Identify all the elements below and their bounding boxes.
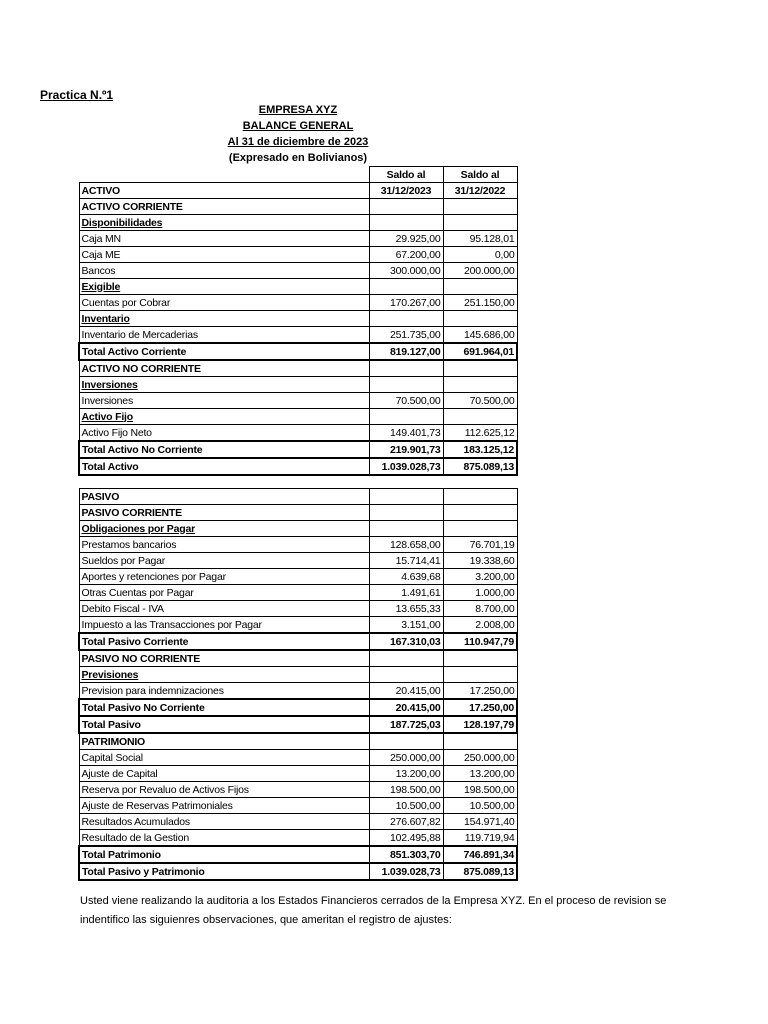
pasivo-row	[79, 633, 517, 650]
amount-2023: 276.607,82	[369, 814, 443, 830]
amount-2023	[369, 311, 443, 327]
amount-2022: 200.000,00	[443, 263, 517, 279]
account-label: Prestamos bancarios	[79, 537, 369, 553]
account-label: Activo Fijo	[79, 409, 369, 425]
pasivo-row	[79, 569, 517, 585]
amount-2022: 746.891,34	[443, 846, 517, 863]
amount-2022: 183.125,12	[443, 441, 517, 458]
amount-2023: 10.500,00	[369, 798, 443, 814]
activo-row	[79, 183, 517, 199]
amount-2023: 300.000,00	[369, 263, 443, 279]
activo-row	[79, 215, 517, 231]
amount-2023	[369, 650, 443, 667]
account-label: Total Patrimonio	[79, 846, 369, 863]
amount-2022: 13.200,00	[443, 766, 517, 782]
amount-2022: 95.128,01	[443, 231, 517, 247]
account-label: PASIVO CORRIENTE	[79, 505, 369, 521]
report-header	[218, 102, 378, 166]
account-label: Disponibilidades	[79, 215, 369, 231]
amount-2022: 1.000,00	[443, 585, 517, 601]
activo-row	[79, 343, 517, 360]
pasivo-row	[79, 846, 517, 863]
amount-2023: 102.495,88	[369, 830, 443, 847]
account-label: Obligaciones por Pagar	[79, 521, 369, 537]
account-label: Total Pasivo No Corriente	[79, 699, 369, 716]
pasivo-row	[79, 585, 517, 601]
account-label: Bancos	[79, 263, 369, 279]
account-label: Inversiones	[79, 393, 369, 409]
amount-2023	[369, 489, 443, 505]
activo-row	[79, 327, 517, 344]
amount-2023: 187.725,03	[369, 716, 443, 733]
pasivo-row	[79, 814, 517, 830]
amount-2022: 198.500,00	[443, 782, 517, 798]
amount-2022: 145.686,00	[443, 327, 517, 344]
activo-row	[79, 311, 517, 327]
pasivo-row	[79, 863, 517, 880]
amount-2023: 29.925,00	[369, 231, 443, 247]
amount-2023: 219.901,73	[369, 441, 443, 458]
report-date: Al 31 de diciembre de 2023	[227, 136, 369, 148]
amount-2023: 1.039.028,73	[369, 863, 443, 880]
account-label: Aportes y retenciones por Pagar	[79, 569, 369, 585]
amount-2022: 2.008,00	[443, 617, 517, 634]
amount-2022	[443, 733, 517, 750]
pasivo-row	[79, 683, 517, 700]
company-name: EMPRESA XYZ	[258, 104, 338, 116]
amount-2023	[369, 215, 443, 231]
amount-2022: 70.500,00	[443, 393, 517, 409]
amount-2022	[443, 311, 517, 327]
account-label: Inventario de Mercaderias	[79, 327, 369, 344]
amount-2023	[369, 667, 443, 683]
amount-2023: 13.200,00	[369, 766, 443, 782]
account-label: Cuentas por Cobrar	[79, 295, 369, 311]
amount-2023: 149.401,73	[369, 425, 443, 442]
pasivo-row	[79, 650, 517, 667]
date-header-2022: 31/12/2022	[443, 183, 517, 199]
activo-row	[79, 279, 517, 295]
amount-2023: 13.655,33	[369, 601, 443, 617]
account-label: Ajuste de Reservas Patrimoniales	[79, 798, 369, 814]
amount-2022: 112.625,12	[443, 425, 517, 442]
activo-row	[79, 231, 517, 247]
amount-2023	[369, 409, 443, 425]
activo-row	[79, 377, 517, 393]
amount-2023: 4.639,68	[369, 569, 443, 585]
account-label: Otras Cuentas por Pagar	[79, 585, 369, 601]
amount-2022	[443, 505, 517, 521]
account-label: Total Activo No Corriente	[79, 441, 369, 458]
amount-2022: 3.200,00	[443, 569, 517, 585]
saldo-header-2023: Saldo al	[369, 167, 443, 183]
pasivo-row	[79, 699, 517, 716]
account-label: Debito Fiscal - IVA	[79, 601, 369, 617]
account-label: Total Pasivo Corriente	[79, 633, 369, 650]
amount-2023: 251.735,00	[369, 327, 443, 344]
amount-2023: 1.491,61	[369, 585, 443, 601]
amount-2022	[443, 377, 517, 393]
amount-2022: 17.250,00	[443, 699, 517, 716]
amount-2022	[443, 667, 517, 683]
account-label: Total Pasivo y Patrimonio	[79, 863, 369, 880]
amount-2022: 251.150,00	[443, 295, 517, 311]
pasivo-row	[79, 537, 517, 553]
activo-row	[79, 393, 517, 409]
amount-2023	[369, 521, 443, 537]
amount-2023	[369, 505, 443, 521]
report-currency: (Expresado en Bolivianos)	[228, 152, 368, 164]
amount-2023: 167.310,03	[369, 633, 443, 650]
amount-2022: 119.719,94	[443, 830, 517, 847]
account-label: PASIVO	[79, 489, 369, 505]
amount-2022: 76.701,19	[443, 537, 517, 553]
pasivo-row	[79, 601, 517, 617]
account-label: Total Pasivo	[79, 716, 369, 733]
amount-2023	[369, 377, 443, 393]
date-header-2023: 31/12/2023	[369, 183, 443, 199]
pasivo-row	[79, 521, 517, 537]
amount-2023: 819.127,00	[369, 343, 443, 360]
amount-2023: 198.500,00	[369, 782, 443, 798]
account-label: Total Activo Corriente	[79, 343, 369, 360]
pasivo-row	[79, 667, 517, 683]
amount-2022	[443, 279, 517, 295]
account-label: Inversiones	[79, 377, 369, 393]
amount-2022: 17.250,00	[443, 683, 517, 700]
amount-2023: 20.415,00	[369, 699, 443, 716]
pasivo-row	[79, 798, 517, 814]
activo-row	[79, 247, 517, 263]
activo-row	[79, 295, 517, 311]
blank-header-cell	[79, 167, 369, 183]
amount-2023: 170.267,00	[369, 295, 443, 311]
pasivo-row	[79, 782, 517, 798]
saldo-header-2022: Saldo al	[443, 167, 517, 183]
account-label: Activo Fijo Neto	[79, 425, 369, 442]
activo-row	[79, 409, 517, 425]
audit-note: Usted viene realizando la auditoria a los Estados Financieros cerrados de la Empresa XYZ. En el proceso de revision se indentifico las siguienres observaciones, que ameritan el registro de ajustes:	[80, 895, 667, 926]
pasivo-row	[79, 766, 517, 782]
account-label: PASIVO NO CORRIENTE	[79, 650, 369, 667]
amount-2023: 70.500,00	[369, 393, 443, 409]
amount-2022: 8.700,00	[443, 601, 517, 617]
amount-2023: 1.039.028,73	[369, 458, 443, 475]
practice-title: Practica N.º1	[40, 88, 114, 102]
amount-2022	[443, 199, 517, 215]
account-label: Caja ME	[79, 247, 369, 263]
account-label: PATRIMONIO	[79, 733, 369, 750]
activo-row	[79, 199, 517, 215]
pasivo-row	[79, 733, 517, 750]
account-label: Resultados Acumulados	[79, 814, 369, 830]
amount-2022: 875.089,13	[443, 458, 517, 475]
account-label: Resultado de la Gestion	[79, 830, 369, 847]
amount-2022: 110.947,79	[443, 633, 517, 650]
amount-2022	[443, 215, 517, 231]
pasivo-row	[79, 489, 517, 505]
pasivo-row	[79, 750, 517, 766]
activo-row	[79, 458, 517, 475]
account-label: Reserva por Revaluo de Activos Fijos	[79, 782, 369, 798]
pasivo-row	[79, 716, 517, 733]
amount-2022: 19.338,60	[443, 553, 517, 569]
pasivo-table	[78, 488, 518, 881]
amount-2022: 128.197,79	[443, 716, 517, 733]
amount-2022	[443, 360, 517, 377]
account-label: ACTIVO NO CORRIENTE	[79, 360, 369, 377]
pasivo-row	[79, 617, 517, 634]
activo-row	[79, 263, 517, 279]
amount-2023: 15.714,41	[369, 553, 443, 569]
activo-row	[79, 360, 517, 377]
account-label: ACTIVO CORRIENTE	[79, 199, 369, 215]
activo-row	[79, 441, 517, 458]
pasivo-row	[79, 553, 517, 569]
amount-2023: 20.415,00	[369, 683, 443, 700]
amount-2022: 250.000,00	[443, 750, 517, 766]
pasivo-row	[79, 830, 517, 847]
account-label: Exigible	[79, 279, 369, 295]
amount-2023	[369, 733, 443, 750]
activo-row	[79, 425, 517, 442]
amount-2022: 691.964,01	[443, 343, 517, 360]
account-label: Inventario	[79, 311, 369, 327]
amount-2023	[369, 360, 443, 377]
amount-2022: 875.089,13	[443, 863, 517, 880]
amount-2023: 3.151,00	[369, 617, 443, 634]
pasivo-row	[79, 505, 517, 521]
account-label: Prevision para indemnizaciones	[79, 683, 369, 700]
amount-2022	[443, 409, 517, 425]
amount-2022: 0,00	[443, 247, 517, 263]
amount-2023	[369, 279, 443, 295]
amount-2022	[443, 521, 517, 537]
account-label: Capital Social	[79, 750, 369, 766]
report-title: BALANCE GENERAL	[242, 120, 354, 132]
account-label: Previsiones	[79, 667, 369, 683]
amount-2023: 851.303,70	[369, 846, 443, 863]
amount-2022: 154.971,40	[443, 814, 517, 830]
amount-2022	[443, 650, 517, 667]
amount-2023: 250.000,00	[369, 750, 443, 766]
account-label: Sueldos por Pagar	[79, 553, 369, 569]
account-label: Total Activo	[79, 458, 369, 475]
account-label: Ajuste de Capital	[79, 766, 369, 782]
amount-2022	[443, 489, 517, 505]
amount-2022: 10.500,00	[443, 798, 517, 814]
column-header-row	[79, 167, 517, 183]
account-label: Caja MN	[79, 231, 369, 247]
account-label: Impuesto a las Transacciones por Pagar	[79, 617, 369, 634]
amount-2023: 128.658,00	[369, 537, 443, 553]
activo-table	[78, 166, 518, 476]
account-label: ACTIVO	[79, 183, 369, 199]
amount-2023	[369, 199, 443, 215]
amount-2023: 67.200,00	[369, 247, 443, 263]
